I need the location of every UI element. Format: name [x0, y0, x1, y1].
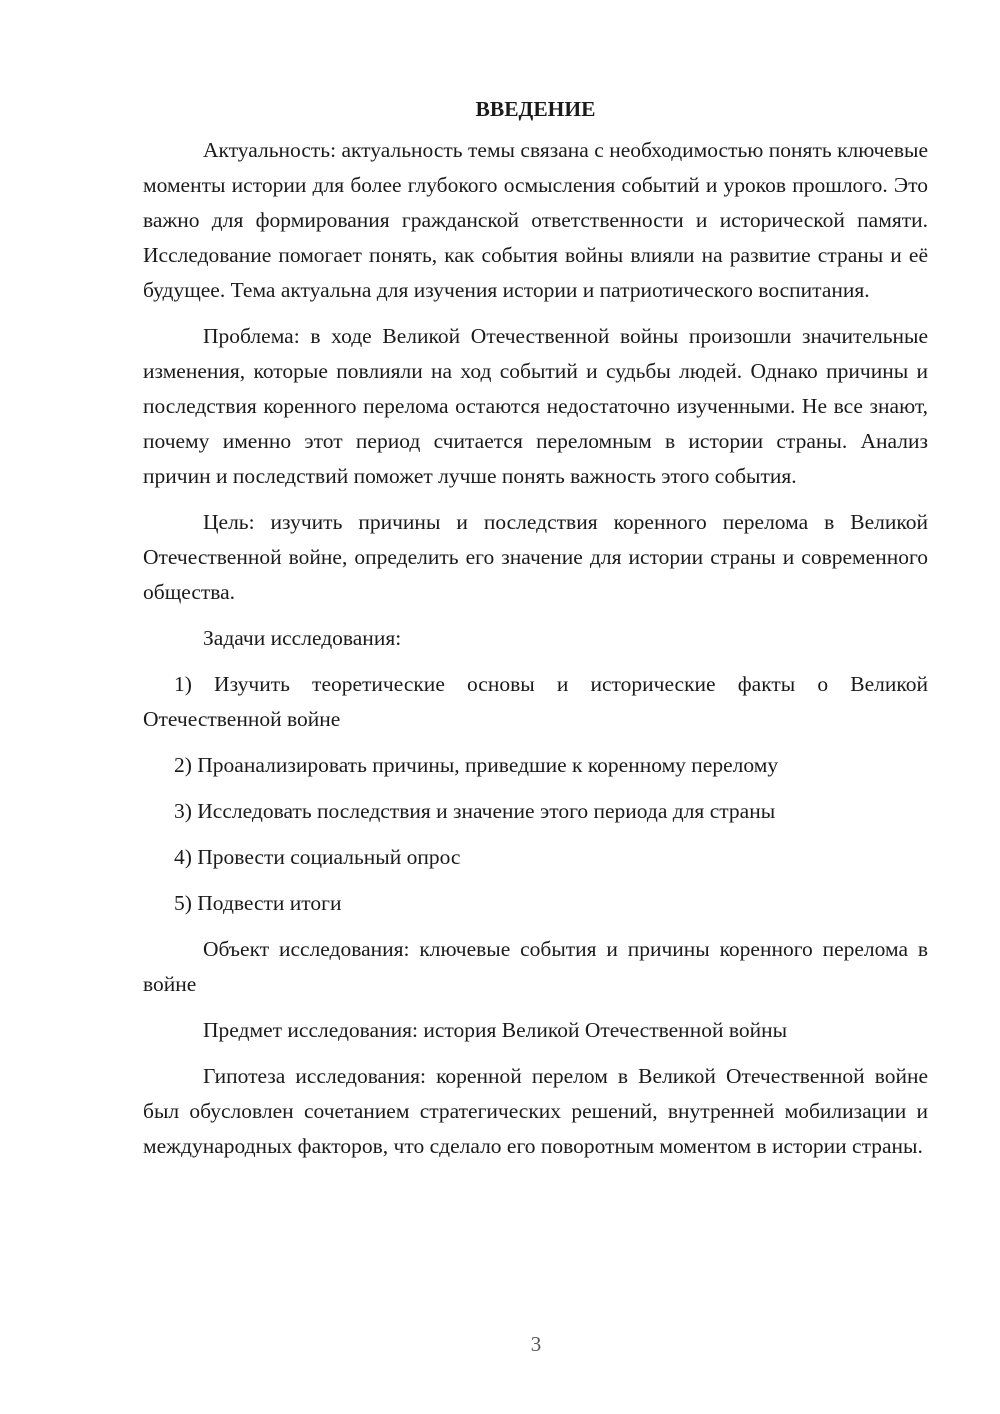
document-page [143, 92, 928, 1175]
subject-paragraph: Предмет исследования: история Великой Отечественной войны [203, 1018, 788, 1042]
task-item-2: 2) Проанализировать причины, приведшие к коренному перелому [174, 753, 779, 777]
goal-paragraph: Цель: изучить причины и последствия коренного перелома в Великой Отечественной войне, определить его значение для истории страны и современного общества. [143, 510, 928, 604]
tasks-title: Задачи исследования: [203, 626, 402, 650]
relevance-paragraph: Актуальность: актуальность темы связана с необходимостью понять ключевые моменты истории для более глубокого осмысления событий и уроков прошлого. Это важно для формирования гражданской ответственности и исторической памяти. Исследование помогает понять, как события войны влияли на развитие страны и её будущее. Тема актуальна для изучения истории и патриотического воспитания. [143, 138, 928, 302]
page-title: ВВЕДЕНИЕ [475, 97, 596, 121]
task-item-4: 4) Провести социальный опрос [174, 845, 461, 869]
hypothesis-paragraph: Гипотеза исследования: коренной перелом в Великой Отечественной войне был обусловлен сочетанием стратегических решений, внутренней мобилизации и международных факторов, что сделало его поворотным моментом в истории страны. [143, 1064, 928, 1158]
task-item-3: 3) Исследовать последствия и значение этого периода для страны [174, 799, 776, 823]
task-item-5: 5) Подвести итоги [174, 891, 342, 915]
task-item-1: 1) Изучить теоретические основы и исторические факты о Великой Отечественной войне [143, 672, 928, 731]
object-paragraph: Объект исследования: ключевые события и причины коренного перелома в войне [143, 937, 928, 996]
page-number: 3 [530, 1332, 542, 1356]
problem-paragraph: Проблема: в ходе Великой Отечественной войны произошли значительные изменения, которые повлияли на ход событий и судьбы людей. Однако причины и последствия коренного перелома остаются недостаточно изученными. Не все знают, почему именно этот период считается переломным в истории страны. Анализ причин и последствий поможет лучше понять важность этого события. [143, 324, 928, 488]
